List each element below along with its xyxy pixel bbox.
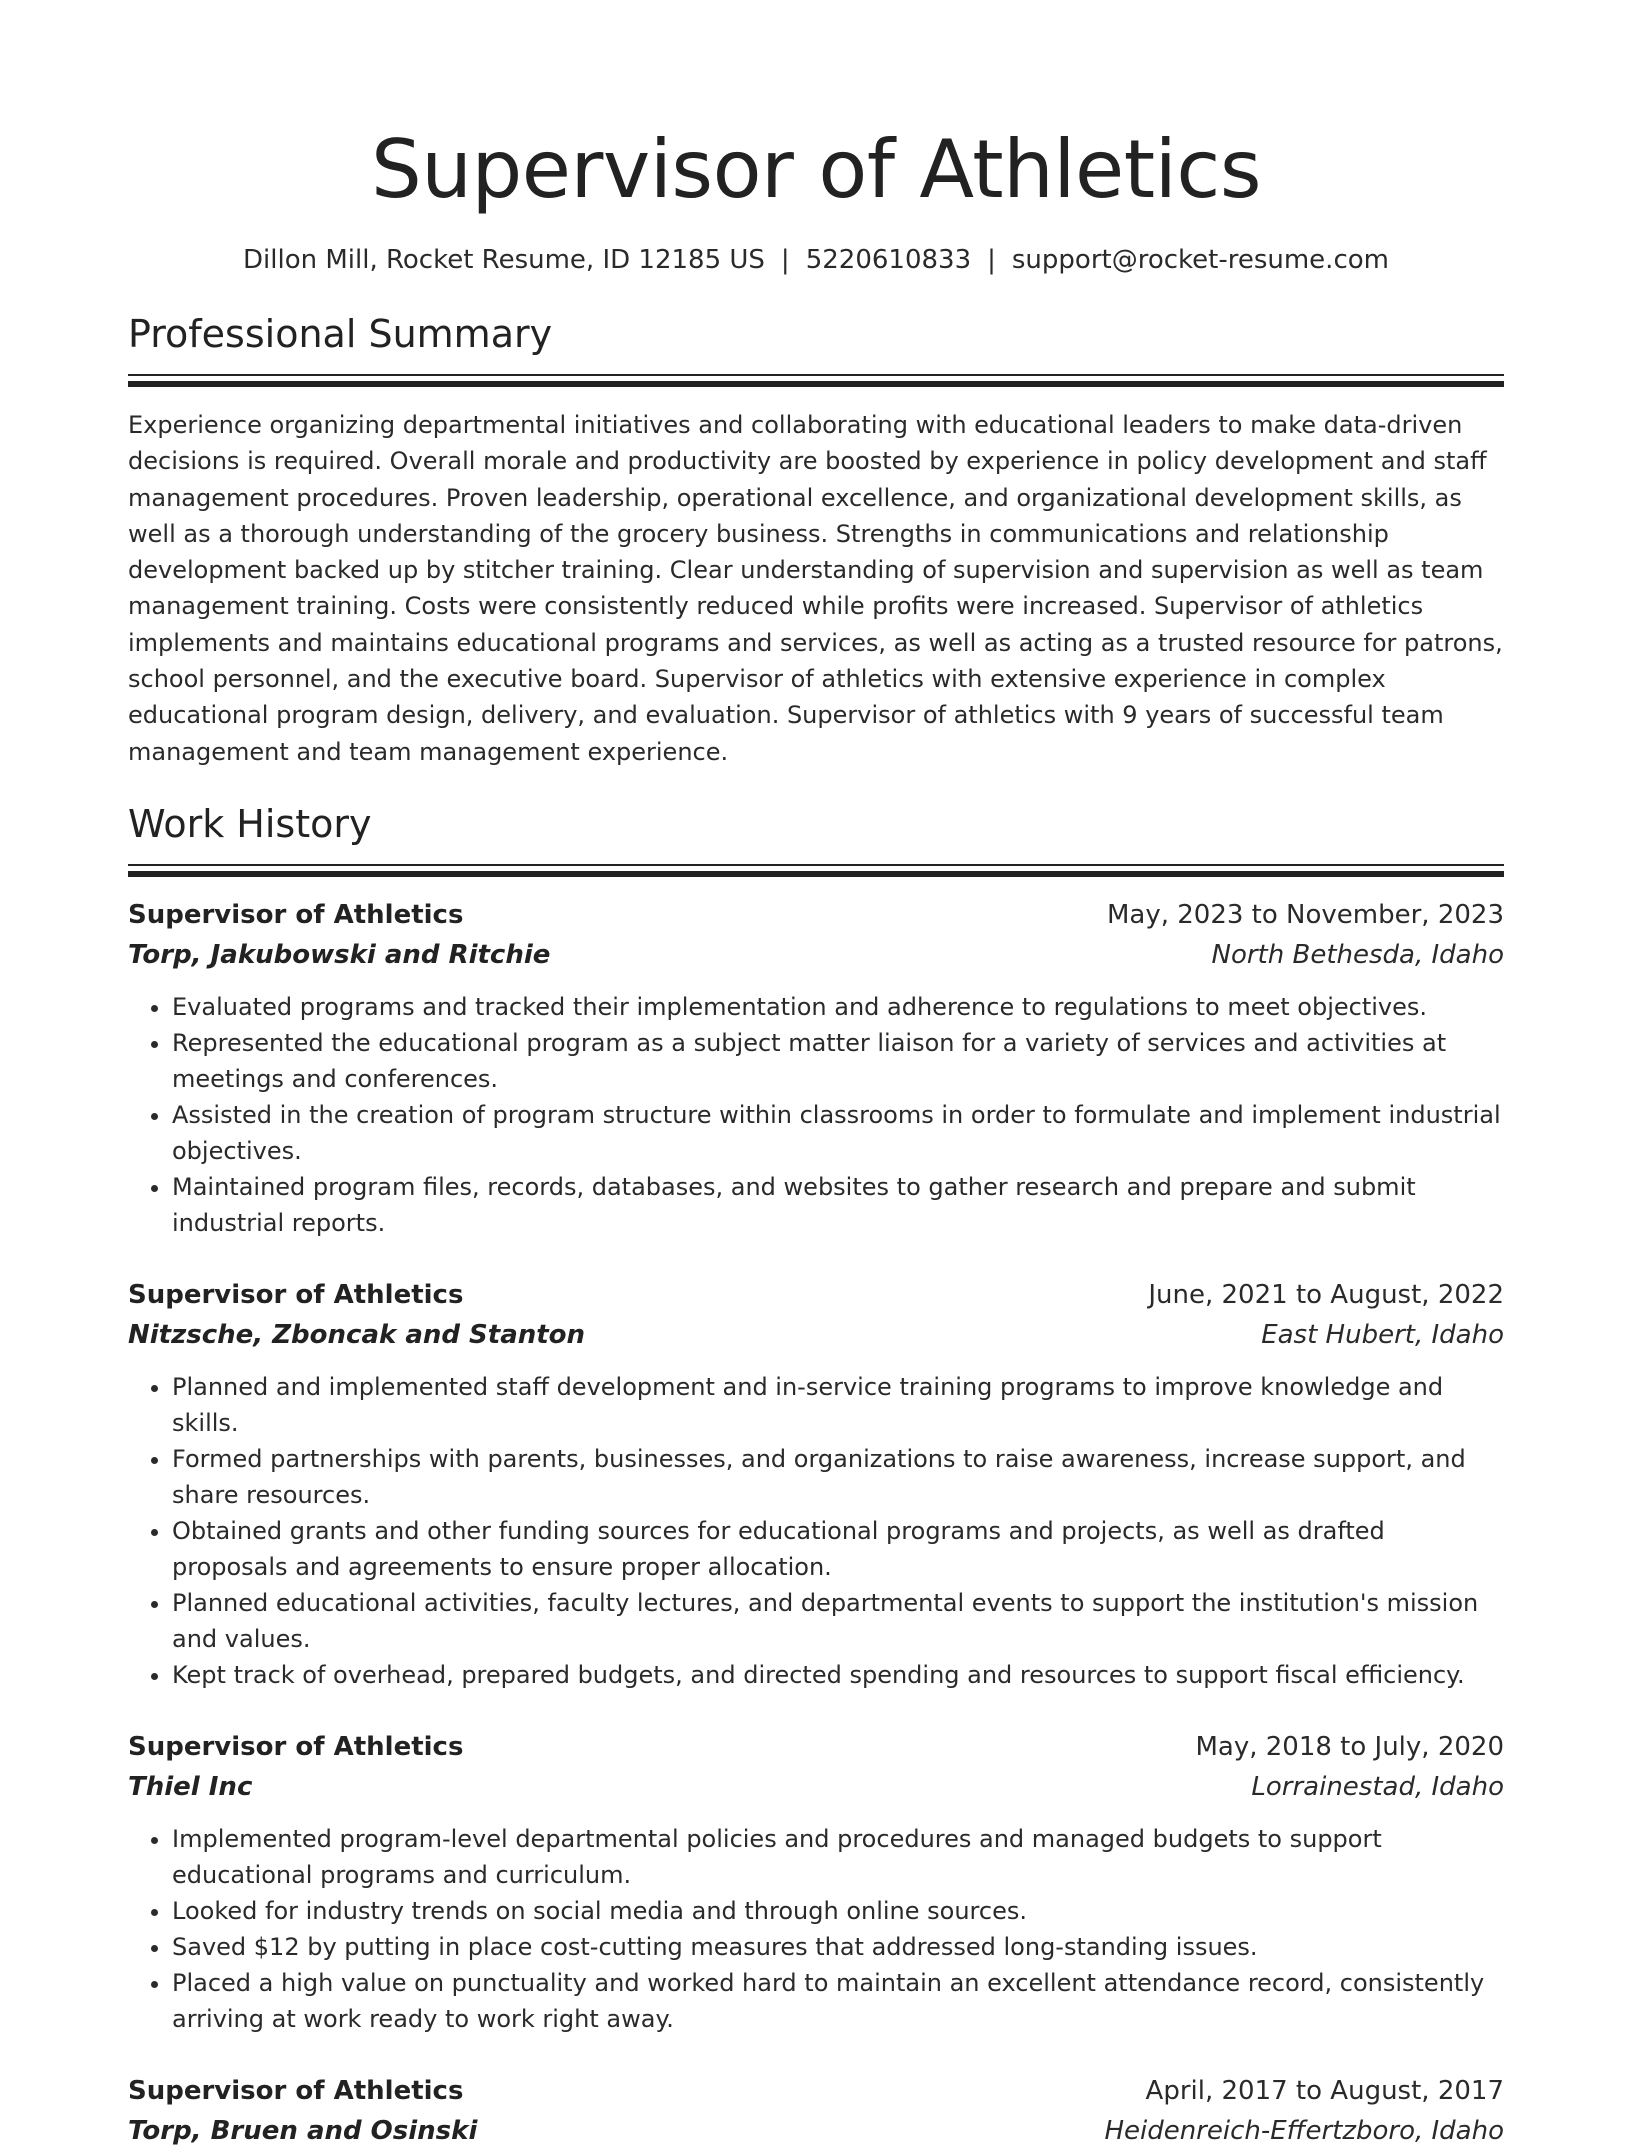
job-bullet: • Planned and implemented staff development and in-service training programs to improve knowledge and skills.	[172, 1369, 1504, 1441]
job-location: East Hubert, Idaho	[1261, 1319, 1504, 1350]
job-location: North Bethesda, Idaho	[1211, 939, 1504, 970]
job-bullet-list	[128, 989, 1504, 1241]
contact-phone: 5220610833	[805, 245, 972, 275]
job-title: Supervisor of Athletics	[128, 899, 464, 930]
job-bullet: • Kept track of overhead, prepared budgets, and directed spending and resources to support fiscal efficiency.	[172, 1657, 1504, 1693]
job-company: Thiel Inc	[128, 1771, 253, 1802]
job-bullet: • Saved $12 by putting in place cost-cutting measures that addressed long-standing issues.	[172, 1929, 1504, 1965]
section-heading-summary: Professional Summary	[128, 312, 553, 356]
contact-email: support@rocket-resume.com	[1011, 245, 1389, 275]
job-company-row	[128, 935, 1504, 975]
job-title: Supervisor of Athletics	[128, 1279, 464, 1310]
job-bullet: • Obtained grants and other funding sources for educational programs and projects, as well as drafted proposals and agreements to ensure proper allocation.	[172, 1513, 1504, 1585]
job-entry	[128, 2071, 1504, 2151]
job-company-row	[128, 2111, 1504, 2151]
summary-text: Experience organizing departmental initiatives and collaborating with educational leaders to make data-driven decisions is required. Overall morale and productivity are boosted by experience in policy development and staff management procedures. Proven leadership, operational excellence, and organizational development skills, as well as a thorough understanding of the grocery business. Strengths in communications and relationship development backed up by stitcher training. Clear understanding of supervision and supervision as well as team management training. Costs were consistently reduced while profits were increased. Supervisor of athletics implements and maintains educational programs and services, as well as acting as a trusted resource for patrons, school personnel, and the executive board. Supervisor of athletics with extensive experience in complex educational program design, delivery, and evaluation. Supervisor of athletics with 9 years of successful team management and team management experience.	[128, 411, 1503, 766]
contact-separator: |	[987, 245, 996, 275]
work-history-list	[128, 895, 1504, 2151]
contact-separator: |	[780, 245, 790, 275]
job-header-row	[128, 1727, 1504, 1767]
job-company-row	[128, 1767, 1504, 1807]
section-heading-work-history: Work History	[128, 801, 372, 846]
job-bullet: • Implemented program-level departmental policies and procedures and managed budgets to support educational programs and curriculum.	[172, 1821, 1504, 1893]
job-bullet: • Looked for industry trends on social media and through online sources.	[172, 1893, 1504, 1929]
resume-title: Supervisor of Athletics	[370, 123, 1262, 216]
job-header-row	[128, 895, 1504, 935]
job-bullet-list	[128, 1369, 1504, 1693]
job-entry	[128, 1727, 1504, 2037]
job-company: Nitzsche, Zboncak and Stanton	[128, 1319, 586, 1350]
job-title: Supervisor of Athletics	[128, 2075, 464, 2106]
job-header-row	[128, 1275, 1504, 1315]
job-entry	[128, 895, 1504, 1241]
job-location: Heidenreich-Effertzboro, Idaho	[1104, 2115, 1504, 2146]
section-divider	[128, 864, 1504, 877]
section-divider	[128, 374, 1504, 387]
job-header-row	[128, 2071, 1504, 2111]
job-dates: May, 2023 to November, 2023	[1106, 899, 1504, 930]
job-entry	[128, 1275, 1504, 1693]
job-title: Supervisor of Athletics	[128, 1731, 464, 1762]
job-bullet: • Formed partnerships with parents, businesses, and organizations to raise awareness, increase support, and share resources.	[172, 1441, 1504, 1513]
contact-address: Dillon Mill, Rocket Resume, ID 12185 US	[243, 245, 765, 275]
job-bullet: • Represented the educational program as a subject matter liaison for a variety of services and activities at meetings and conferences.	[172, 1025, 1504, 1097]
job-company: Torp, Bruen and Osinski	[128, 2115, 478, 2146]
job-dates: June, 2021 to August, 2022	[1148, 1279, 1504, 1310]
job-bullet-list	[128, 1821, 1504, 2037]
job-bullet: • Evaluated programs and tracked their implementation and adherence to regulations to meet objectives.	[172, 989, 1504, 1025]
job-bullet: • Maintained program files, records, databases, and websites to gather research and prepare and submit industrial reports.	[172, 1169, 1504, 1241]
job-company-row	[128, 1315, 1504, 1355]
job-bullet: • Placed a high value on punctuality and worked hard to maintain an excellent attendance record, consistently arriving at work ready to work right away.	[172, 1965, 1504, 2037]
job-dates: April, 2017 to August, 2017	[1145, 2075, 1504, 2106]
job-location: Lorrainestad, Idaho	[1251, 1771, 1504, 1802]
job-bullet: • Planned educational activities, faculty lectures, and departmental events to support the institution's mission and values.	[172, 1585, 1504, 1657]
contact-line	[128, 242, 1504, 278]
job-company: Torp, Jakubowski and Ritchie	[128, 939, 551, 970]
job-dates: May, 2018 to July, 2020	[1195, 1731, 1504, 1762]
job-bullet: • Assisted in the creation of program structure within classrooms in order to formulate and implement industrial objectives.	[172, 1097, 1504, 1169]
